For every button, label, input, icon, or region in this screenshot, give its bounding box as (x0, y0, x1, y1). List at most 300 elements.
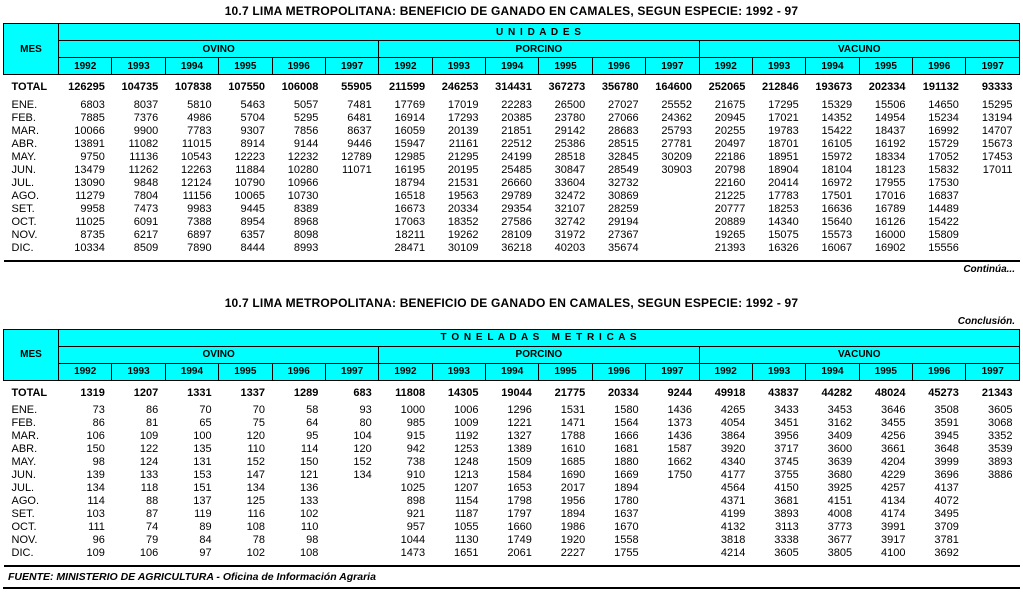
year-header: 1994 (486, 58, 539, 75)
value-cell: 3677 (827, 534, 853, 546)
value-cell: 3508 (934, 404, 959, 416)
value-cell: 18794 (394, 176, 426, 189)
value-cell (646, 241, 699, 261)
value-cell: 4151 (827, 495, 853, 507)
value-cell: 32742 (554, 215, 586, 228)
value-cell: 21531 (447, 176, 479, 189)
table-title-toneladas: 10.7 LIMA METROPOLITANA: BENEFICIO DE GANADO EN CAMALES, SEGUN ESPECIE: 1992 - 97 (224, 295, 799, 310)
value-cell: 32732 (608, 176, 639, 189)
value-cell: 14489 (928, 202, 959, 215)
value-cell: 133 (139, 469, 159, 481)
value-cell: 32845 (608, 150, 639, 163)
value-cell: 17295 (768, 98, 799, 111)
value-cell (325, 176, 378, 189)
value-cell: 19265 (714, 228, 746, 241)
value-cell: 12232 (287, 150, 319, 163)
value-cell: 108 (246, 521, 265, 533)
value-cell: 30903 (661, 163, 692, 176)
value-cell: 8914 (240, 137, 265, 150)
value-cell: 1662 (667, 456, 692, 468)
value-cell: 1749 (507, 534, 532, 546)
value-cell: 4177 (720, 469, 746, 481)
year-header: 1995 (539, 58, 592, 75)
value-cell: 25485 (501, 163, 532, 176)
value-cell: 16059 (394, 124, 426, 137)
value-cell: 139 (86, 469, 105, 481)
value-cell: 106008 (281, 81, 319, 93)
value-cell: 70 (252, 404, 265, 416)
value-cell: 683 (353, 386, 372, 399)
value-cell: 120 (353, 443, 372, 455)
year-header: 1997 (966, 363, 1020, 380)
value-cell: 21851 (501, 124, 532, 137)
value-cell: 1558 (614, 534, 639, 546)
year-header: 1996 (272, 58, 325, 75)
value-cell: 17016 (874, 189, 906, 202)
value-cell: 134 (353, 469, 372, 481)
value-cell: 1666 (614, 430, 639, 442)
value-cell: 102 (300, 508, 319, 520)
value-cell: 32107 (554, 202, 586, 215)
month-label: TOTAL (11, 386, 48, 399)
year-header: 1996 (913, 58, 966, 75)
month-label: MAY. (11, 456, 37, 468)
value-cell: 22160 (714, 176, 746, 189)
value-cell: 26660 (501, 176, 532, 189)
value-cell: 28109 (501, 228, 532, 241)
value-cell: 1009 (454, 417, 479, 429)
year-header: 1994 (165, 363, 218, 380)
value-cell: 16972 (821, 176, 853, 189)
value-cell: 7885 (80, 111, 105, 124)
value-cell: 5463 (240, 98, 265, 111)
value-cell: 211599 (389, 81, 426, 93)
value-cell: 11884 (235, 163, 265, 176)
value-cell: 10543 (181, 150, 212, 163)
species-header-porcino: PORCINO (379, 346, 699, 363)
value-cell: 3162 (827, 417, 853, 429)
value-cell: 104735 (121, 81, 159, 93)
value-cell: 14954 (874, 111, 906, 124)
table-row (4, 508, 1020, 521)
year-header: 1996 (592, 58, 645, 75)
value-cell: 1207 (133, 386, 159, 399)
table-row (4, 380, 1020, 404)
value-cell: 4072 (934, 495, 959, 507)
value-cell (966, 189, 1020, 202)
value-cell: 13479 (74, 163, 105, 176)
value-cell: 11156 (182, 189, 212, 202)
value-cell: 9958 (80, 202, 105, 215)
year-header: 1997 (325, 58, 378, 75)
value-cell: 15422 (928, 215, 959, 228)
value-cell: 3433 (774, 404, 799, 416)
value-cell: 25552 (661, 98, 692, 111)
value-cell: 11082 (128, 137, 159, 150)
value-cell: 18123 (874, 163, 906, 176)
month-label: DIC. (4, 241, 59, 261)
value-cell: 25386 (554, 137, 586, 150)
value-cell (646, 482, 699, 495)
year-header: 1997 (646, 58, 699, 75)
value-cell: 17011 (982, 163, 1013, 176)
value-cell: 98 (306, 534, 319, 546)
value-cell: 28471 (379, 241, 432, 261)
value-cell: 78 (252, 534, 265, 546)
value-cell: 36218 (486, 241, 539, 261)
value-cell: 16992 (928, 124, 959, 137)
value-cell: 1651 (432, 547, 485, 567)
value-cell: 30869 (608, 189, 639, 202)
value-cell: 121 (300, 469, 319, 481)
month-label: AGO. (11, 189, 40, 202)
value-cell: 15556 (913, 241, 966, 261)
year-header: 1993 (432, 58, 485, 75)
table-row (4, 547, 1020, 567)
value-cell: 1564 (614, 417, 639, 429)
value-cell: 4340 (720, 456, 746, 468)
month-label: MAR. (11, 430, 39, 442)
value-cell: 81 (146, 417, 159, 429)
value-cell: 9307 (240, 124, 265, 137)
year-header: 1992 (699, 58, 752, 75)
value-cell: 3591 (934, 417, 959, 429)
year-header: 1992 (699, 363, 752, 380)
value-cell: 1750 (667, 469, 692, 481)
value-cell: 28259 (608, 202, 639, 215)
month-label: OCT. (11, 521, 37, 533)
value-cell: 11025 (75, 215, 105, 228)
table-row (4, 75, 1020, 99)
table-row (4, 534, 1020, 547)
value-cell: 3893 (988, 456, 1013, 468)
value-cell: 20497 (714, 137, 746, 150)
value-cell: 10730 (287, 189, 319, 202)
value-cell: 1637 (614, 508, 639, 520)
value-cell: 11015 (181, 137, 212, 150)
value-cell: 1587 (667, 443, 692, 455)
value-cell: 4371 (720, 495, 746, 507)
year-header: 1992 (59, 58, 112, 75)
value-cell: 10066 (74, 124, 105, 137)
value-cell: 22186 (714, 150, 746, 163)
value-cell: 24362 (661, 111, 692, 124)
value-cell: 7783 (187, 124, 212, 137)
value-cell: 9244 (667, 386, 692, 399)
value-cell: 246253 (441, 81, 479, 93)
year-header: 1997 (966, 58, 1020, 75)
value-cell: 9900 (133, 124, 159, 137)
value-cell: 738 (406, 456, 426, 468)
value-cell: 87 (146, 508, 159, 520)
value-cell: 2017 (560, 482, 586, 494)
value-cell: 1000 (400, 404, 426, 416)
value-cell: 107550 (228, 81, 265, 93)
value-cell: 44282 (821, 386, 853, 399)
table-title-unidades: 10.7 LIMA METROPOLITANA: BENEFICIO DE GANADO EN CAMALES, SEGUN ESPECIE: 1992 - 97 (224, 4, 799, 18)
value-cell: 3068 (988, 417, 1013, 429)
value-cell: 15947 (394, 137, 426, 150)
value-cell: 18437 (874, 124, 906, 137)
value-cell: 3945 (934, 430, 959, 442)
value-cell: 95 (306, 430, 319, 442)
value-cell: 13891 (74, 137, 105, 150)
value-cell: 1389 (507, 443, 532, 455)
table-row (4, 189, 1020, 202)
value-cell: 119 (194, 508, 212, 520)
value-cell: 131 (193, 456, 212, 468)
section-spacer (0, 276, 1023, 292)
value-cell: 114 (87, 495, 105, 507)
table-row (4, 228, 1020, 241)
value-cell: 22283 (501, 98, 532, 111)
value-cell: 164600 (655, 81, 692, 93)
year-header: 1997 (646, 363, 699, 380)
value-cell: 16914 (394, 111, 426, 124)
value-cell: 28683 (608, 124, 639, 137)
value-cell: 27586 (501, 215, 532, 228)
value-cell: 8968 (293, 215, 319, 228)
value-cell: 27781 (661, 137, 692, 150)
value-cell: 202334 (868, 81, 906, 93)
value-cell: 17293 (447, 111, 479, 124)
value-cell: 147 (246, 469, 265, 481)
value-cell: 1956 (560, 495, 586, 507)
year-header: 1992 (379, 58, 432, 75)
species-header-porcino: PORCINO (379, 41, 699, 58)
value-cell: 125 (246, 495, 265, 507)
value-cell: 1531 (560, 404, 586, 416)
source-footer: FUENTE: MINISTERIO DE AGRICULTURA - Oficina de Información Agraria (3, 570, 1020, 589)
value-cell: 14352 (821, 111, 853, 124)
value-cell: 40203 (539, 241, 592, 261)
value-cell: 8509 (112, 241, 165, 261)
value-cell: 3680 (827, 469, 853, 481)
value-cell: 1327 (507, 430, 532, 442)
value-cell: 114 (300, 443, 319, 455)
value-cell: 8735 (80, 228, 105, 241)
value-cell: 7856 (293, 124, 319, 137)
value-cell: 910 (406, 469, 426, 481)
value-cell: 1798 (507, 495, 532, 507)
value-cell: 356780 (601, 81, 639, 93)
value-cell: 11136 (129, 150, 159, 163)
value-cell (646, 547, 699, 567)
value-cell: 88 (146, 495, 159, 507)
table-row (4, 495, 1020, 508)
value-cell (325, 215, 378, 228)
value-cell (966, 215, 1020, 228)
year-header: 1997 (325, 363, 378, 380)
value-cell: 11071 (341, 163, 372, 176)
value-cell: 16126 (874, 215, 906, 228)
value-cell: 118 (140, 482, 159, 494)
value-cell: 7388 (187, 215, 212, 228)
value-cell: 10790 (234, 176, 265, 189)
value-cell: 8389 (293, 202, 319, 215)
value-cell: 3781 (934, 534, 959, 546)
value-cell: 12223 (234, 150, 265, 163)
value-cell: 5704 (240, 111, 265, 124)
value-cell: 1471 (560, 417, 586, 429)
value-cell: 193673 (815, 81, 853, 93)
value-cell: 3409 (827, 430, 853, 442)
month-label: OCT. (11, 215, 37, 228)
value-cell: 3600 (827, 443, 853, 455)
value-cell: 8993 (272, 241, 325, 261)
measure-header: U N I D A D E S (59, 24, 1020, 41)
value-cell: 12985 (394, 150, 426, 163)
value-cell: 21343 (981, 386, 1013, 399)
value-cell: 15234 (928, 111, 959, 124)
species-header-ovino: OVINO (59, 41, 379, 58)
table-row (4, 469, 1020, 482)
month-label: SET. (11, 508, 35, 520)
value-cell: 1788 (560, 430, 586, 442)
value-cell: 30209 (661, 150, 692, 163)
value-cell: 151 (193, 482, 212, 494)
value-cell: 15729 (928, 137, 959, 150)
value-cell: 3956 (774, 430, 799, 442)
value-cell: 11262 (128, 163, 159, 176)
month-label: DIC. (4, 547, 59, 567)
value-cell: 15972 (821, 150, 853, 163)
value-cell: 20195 (447, 163, 479, 176)
toneladas-table (3, 329, 1020, 568)
value-cell: 111 (88, 521, 105, 533)
value-cell: 7376 (133, 111, 159, 124)
value-cell (966, 241, 1020, 261)
value-cell: 126295 (68, 81, 105, 93)
value-cell: 153 (193, 469, 212, 481)
mes-header: MES (4, 329, 59, 380)
value-cell: 19563 (447, 189, 479, 202)
value-cell: 106 (86, 430, 105, 442)
value-cell: 15422 (821, 124, 853, 137)
value-cell: 18211 (395, 228, 426, 241)
value-cell: 108 (272, 547, 325, 567)
value-cell: 17453 (981, 150, 1013, 163)
value-cell: 21775 (554, 386, 586, 399)
value-cell (325, 521, 378, 534)
value-cell: 3639 (827, 456, 853, 468)
value-cell: 252065 (708, 81, 746, 93)
month-label: TOTAL (11, 81, 48, 93)
value-cell (325, 202, 378, 215)
month-label: ABR. (11, 137, 38, 150)
value-cell: 80 (359, 417, 372, 429)
value-cell: 4054 (720, 417, 746, 429)
value-cell: 17783 (768, 189, 799, 202)
value-cell: 86 (146, 404, 159, 416)
value-cell: 16636 (821, 202, 853, 215)
value-cell: 4214 (699, 547, 752, 567)
value-cell: 9983 (187, 202, 212, 215)
year-header: 1993 (112, 58, 165, 75)
value-cell: 1610 (560, 443, 586, 455)
value-cell: 8444 (219, 241, 272, 261)
value-cell: 152 (353, 456, 372, 468)
value-cell: 8098 (293, 228, 319, 241)
value-cell: 20945 (714, 111, 746, 124)
value-cell: 6357 (240, 228, 265, 241)
unidades-table-wrap (3, 23, 1020, 262)
value-cell: 3864 (720, 430, 746, 442)
value-cell: 1213 (454, 469, 479, 481)
value-cell: 3773 (827, 521, 853, 533)
value-cell: 3717 (774, 443, 799, 455)
value-cell: 9750 (80, 150, 105, 163)
value-cell (966, 202, 1020, 215)
value-cell: 55905 (341, 81, 372, 93)
value-cell: 1986 (560, 521, 586, 533)
value-cell: 4132 (720, 521, 746, 533)
value-cell: 28515 (608, 137, 639, 150)
value-cell: 3917 (881, 534, 906, 546)
value-cell (966, 508, 1020, 521)
value-cell (966, 534, 1020, 547)
value-cell: 22512 (501, 137, 532, 150)
table-row (4, 443, 1020, 456)
value-cell: 33604 (554, 176, 586, 189)
value-cell: 98 (92, 456, 105, 468)
table-row (4, 137, 1020, 150)
value-cell: 20798 (714, 163, 746, 176)
value-cell: 30847 (554, 163, 586, 176)
value-cell (646, 215, 699, 228)
value-cell: 5057 (293, 98, 319, 111)
table-row (4, 98, 1020, 111)
value-cell: 1669 (614, 469, 639, 481)
value-cell: 9144 (293, 137, 319, 150)
value-cell: 96 (92, 534, 105, 546)
value-cell (966, 495, 1020, 508)
value-cell: 14305 (447, 386, 479, 399)
value-cell: 8037 (133, 98, 159, 111)
value-cell: 212846 (762, 81, 799, 93)
value-cell: 1780 (614, 495, 639, 507)
value-cell: 16195 (394, 163, 426, 176)
value-cell: 10280 (287, 163, 319, 176)
year-header: 1995 (219, 58, 272, 75)
value-cell: 74 (146, 521, 159, 533)
month-label: ENE. (11, 404, 38, 416)
value-cell: 135 (193, 443, 212, 455)
value-cell: 17021 (768, 111, 799, 124)
value-cell (325, 189, 378, 202)
value-cell: 15075 (768, 228, 799, 241)
value-cell: 35674 (592, 241, 645, 261)
value-cell: 21393 (699, 241, 752, 261)
value-cell: 16067 (806, 241, 859, 261)
value-cell (646, 534, 699, 547)
value-cell: 1755 (592, 547, 645, 567)
value-cell (646, 228, 699, 241)
value-cell: 3755 (774, 469, 799, 481)
month-label: SET. (11, 202, 35, 215)
value-cell: 6803 (80, 98, 105, 111)
value-cell: 18904 (768, 163, 799, 176)
value-cell (325, 482, 378, 495)
month-label: ENE. (11, 98, 38, 111)
value-cell: 18253 (768, 202, 799, 215)
value-cell: 1248 (454, 456, 479, 468)
value-cell: 17769 (394, 98, 426, 111)
value-cell: 12263 (181, 163, 212, 176)
value-cell: 1331 (187, 386, 212, 399)
value-cell: 110 (247, 443, 265, 455)
value-cell: 102 (219, 547, 272, 567)
